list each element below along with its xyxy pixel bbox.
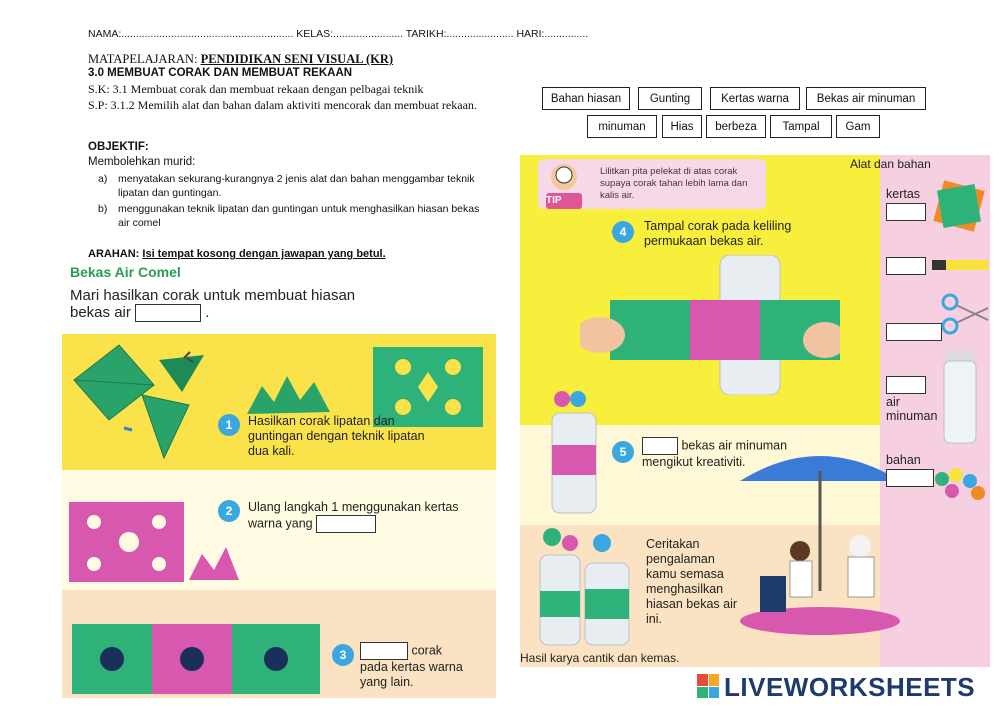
intro-prefix: bekas air: [70, 304, 131, 321]
instruction-label: ARAHAN:: [88, 248, 140, 260]
step-number: 2: [218, 500, 240, 522]
answer-input-3[interactable]: [360, 642, 408, 660]
tool-label: kertas: [886, 187, 921, 201]
watermark: LIVEWORKSHEETS: [724, 672, 976, 702]
word-bank-item[interactable]: minuman: [587, 115, 657, 138]
step-text: Tampal corak pada keliling permukaan bekas air.: [644, 219, 792, 248]
step-number: 3: [332, 644, 354, 666]
objectives-list: [98, 172, 493, 232]
subject-line: [88, 52, 393, 67]
tool-label: bahan: [886, 453, 921, 467]
water-bottle-icon: [940, 347, 980, 447]
bottle-wrap-illustration: [580, 255, 840, 395]
standard-sp: S.P: 3.1.2 Memilih alat dan bahan dalam aktiviti mencorak dan membuat rekaan.: [88, 98, 477, 112]
word-bank-item[interactable]: berbeza: [706, 115, 766, 138]
step1-band: [62, 334, 496, 470]
answer-input-2[interactable]: [316, 515, 376, 533]
word-bank-item[interactable]: Gunting: [638, 87, 702, 110]
objective-text: menggunakan teknik lipatan dan guntingan untuk menghasilkan hiasan bekas air comel: [118, 203, 480, 229]
folding-illustration: [64, 340, 264, 460]
subject-name: PENDIDIKAN SENI VISUAL (KR): [200, 52, 394, 66]
student-info-line: NAMA:........................................................... KELAS:........................ TARIKH:....................... HARI:...............: [88, 28, 589, 40]
standard-sk: S.K: 3.1 Membuat corak dan membuat rekaan dengan pelbagai teknik: [88, 82, 424, 96]
tools-header: Alat dan bahan: [850, 157, 931, 171]
objective-item: [98, 172, 493, 200]
step-text-rest: mengikut kreativiti.: [642, 455, 746, 469]
intro-suffix: .: [205, 304, 210, 321]
pink-cut-pattern: [64, 492, 244, 588]
step-number: 4: [612, 221, 634, 243]
objectives-title: OBJEKTIF:: [88, 141, 149, 153]
word-bank-item[interactable]: Bekas air minuman: [806, 87, 926, 110]
step-number: 5: [612, 441, 634, 463]
word-bank-item[interactable]: Gam: [836, 115, 880, 138]
pattern-strip: [72, 624, 322, 694]
liveworksheets-logo-icon: [697, 674, 719, 698]
tool-answer-input-3[interactable]: [886, 323, 942, 341]
decorated-bottle-icon: [544, 387, 604, 517]
step-text: [360, 642, 492, 690]
step3-band: [62, 590, 496, 698]
word-bank-item[interactable]: Bahan hiasan: [542, 87, 630, 110]
step-text-rest: pada kertas warna yang lain.: [360, 660, 463, 689]
word-bank-item[interactable]: Tampal: [770, 115, 832, 138]
page-title: Bekas Air Comel: [70, 264, 181, 280]
picnic-scene-illustration: [730, 441, 910, 641]
answer-input-5[interactable]: [642, 437, 678, 455]
right-book-page: [520, 155, 990, 667]
tip-text: Lilitkan pita pelekat di atas corak supaya corak tahan lebih lama dan kalis air.: [600, 166, 748, 201]
step-number: 1: [218, 414, 240, 436]
glue-stick-icon: [932, 257, 988, 273]
step-text: Hasilkan corak lipatan dan guntingan dengan teknik lipatan dua kali.: [248, 414, 425, 458]
reflection-text: Ceritakan pengalaman kamu semasa menghasilkan hiasan bekas air ini.: [646, 537, 738, 626]
objective-marker: a): [98, 173, 108, 185]
step-text-suffix: bekas air minuman: [681, 438, 788, 453]
tool-answer-input-4[interactable]: [886, 376, 926, 394]
objective-item: [98, 202, 493, 230]
tool-label: air minuman: [886, 395, 938, 423]
page-footer: Hasil karya cantik dan kemas.: [520, 651, 680, 665]
left-book-page: [62, 262, 496, 698]
scissors-icon: [940, 290, 990, 340]
topic-title: 3.0 MEMBUAT CORAK DAN MEMBUAT REKAAN: [88, 67, 353, 79]
step2-band: [62, 470, 496, 590]
decorated-bottles-icon: [530, 523, 640, 653]
tool-answer-input-2[interactable]: [886, 257, 926, 275]
tool-answer-input-1[interactable]: [886, 203, 926, 221]
step-text: [248, 500, 468, 533]
intro-line: Mari hasilkan corak untuk membuat hiasan: [70, 287, 356, 304]
pom-pom-icon: [932, 465, 990, 505]
word-bank-item[interactable]: Hias: [662, 115, 702, 138]
objectives-intro: Membolehkan murid:: [88, 156, 196, 168]
colored-paper-icon: [930, 175, 988, 235]
tool-answer-input-5[interactable]: [886, 469, 934, 487]
instruction: [88, 248, 386, 260]
standards: [88, 81, 488, 113]
step-text-prefix: Ulang langkah 1 menggunakan kertas warna yang: [248, 500, 459, 531]
tip-label: TIP: [546, 195, 562, 206]
subject-label: MATAPELAJARAN:: [88, 52, 198, 66]
page-intro: [70, 287, 355, 322]
step-text-suffix: corak: [411, 643, 443, 658]
objective-marker: b): [98, 203, 108, 215]
objective-text: menyatakan sekurang-kurangnya 2 jenis alat dan bahan menggambar teknik lipatan dan guntingan.: [118, 173, 475, 199]
intro-line: [70, 304, 355, 322]
answer-input-1[interactable]: [135, 304, 201, 322]
instruction-text: Isi tempat kosong dengan jawapan yang betul.: [142, 248, 386, 260]
word-bank-item[interactable]: Kertas warna: [710, 87, 800, 110]
